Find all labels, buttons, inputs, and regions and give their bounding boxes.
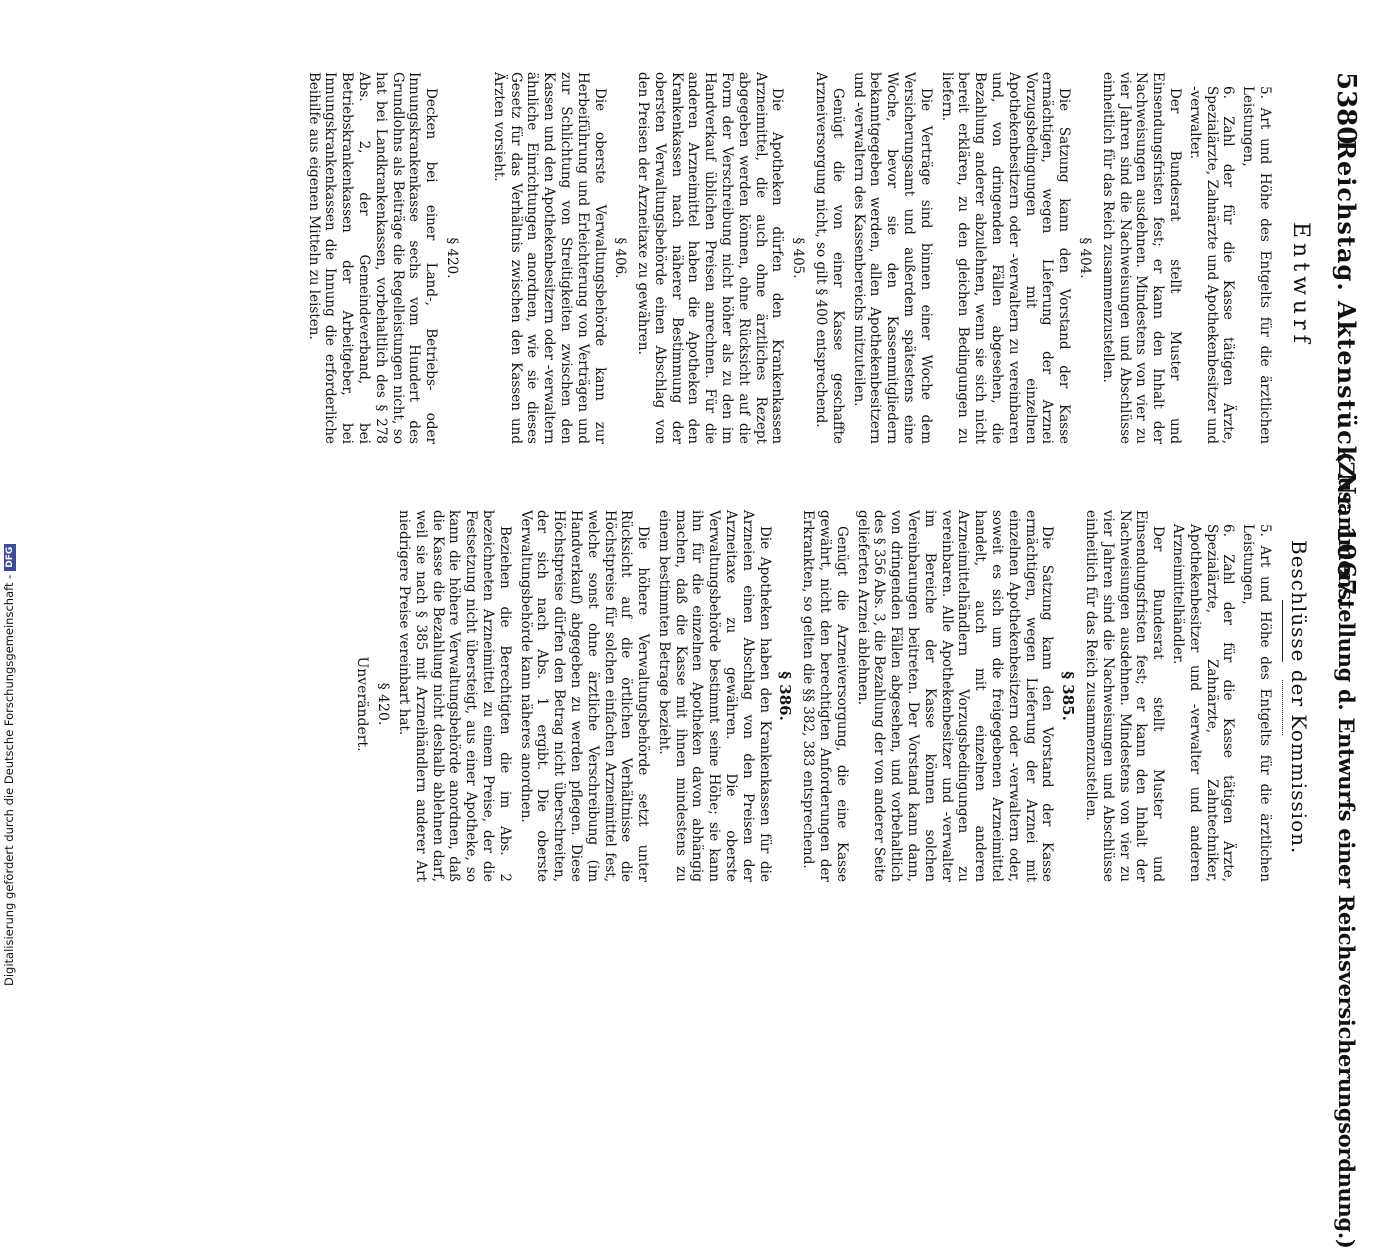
- page-subtitle: (Zusammenstellung d. Entwurfs einer Reichsversicherungsordnung.): [1334, 452, 1359, 1249]
- section-heading: § 420.: [443, 237, 460, 279]
- paragraph: Die Satzung kann den Vorstand der Kasse ermächtigen, wegen Lieferung der Arznei mit einzelnen Apothekenbesitzern oder -verwaltern oder, soweit es sich um die freigegebenen Arzneimittel handelt, auch mit einzelnen anderen Arzneimittelhändlern Vorzugsbedingungen zu vereinbaren. Alle Apothekenbesitzer und -verwalter im Bereiche der Kasse können solchen Vereinbarungen beitreten. Der Vorstand kann dann, von dringenden Fällen abgesehen, und vorbehaltlich des § 356 Abs. 3, die Bezahlung der von anderer Seite gelieferten Arznei ablehnen.: [854, 510, 1056, 882]
- right-column: [350, 510, 1273, 882]
- paragraph: Genügt die von einer Kasse geschaffte Arzneiversorgung nicht, so gilt § 400 entsprechend.: [813, 72, 846, 444]
- heading-rule-dotted: [1282, 680, 1283, 735]
- paragraph: Die Apotheken haben den Krankenkassen für die Arzneien einen Abschlag von den Preisen der Arzneitaxe zu gewähren. Die oberste Verwaltungsbehörde bestimmt seine Höhe; sie kann ihn für die einzelnen Apotheken davon abhängig machen, daß die Kasse mit ihnen mindestens zu einem bestimmten Betrage bezieht.: [655, 510, 773, 882]
- section-heading: § 404.: [1077, 237, 1094, 279]
- section-heading: § 385.: [1059, 671, 1078, 721]
- dfg-logo-icon: DFG: [4, 544, 16, 571]
- left-column-heading: Entwurf: [1288, 222, 1313, 348]
- paragraph: Decken bei einer Land-, Betriebs- oder Innungskrankenkasse sechs vom Hundert des Grundlohns als Beiträge die Regelleistungen nicht, so hat bei Landkrankenkassen, vorbehaltlich des § 278 Abs. 2, der Gemeindeverband, bei Betriebskrankenkassen der Arbeitgeber, bei Innungskrankenkassen die Innung die erforderliche Beihilfe aus eigenen Mitteln zu leisten.: [305, 72, 440, 444]
- page-title: Reichstag. Aktenstück Nr. 1067.: [1332, 140, 1361, 606]
- right-column-heading: Beschlüsse der Kommission.: [1287, 540, 1311, 855]
- paragraph: Die Apotheken dürfen den Krankenkassen Arzneimittel, die auch ohne ärztliches Rezept abgegeben werden können, ohne Rücksicht auf die Form der Verschreibung nicht höher als zu den im Handverkauf üblichen Preisen anrechnen. Für die anderen Arzneimittel haben die Apotheken den Krankenkassen nach näherer Bestimmung der obersten Verwaltungsbehörde einen Abschlag von den Preisen der Arzneitaxe zu gewähren.: [635, 72, 786, 444]
- page-header: [1321, 72, 1361, 1249]
- section-heading: § 420.: [375, 682, 392, 726]
- paragraph: Die höhere Verwaltungsbehörde setzt unter Rücksicht auf die örtlichen Verhältnisse die Höchstpreise für solchen einfachen Arzneimittel fest, welche sonst ohne ärztliche Verschreibung (im Handverkauf) abgegeben zu werden pflegen. Diese Höchstpreise dürfen den Betrag nicht überschreiten, der sich nach Abs. 1 ergibt. Die oberste Verwaltungsbehörde kann näheres anordnen.: [517, 510, 652, 882]
- digitization-footer: [0, 0, 18, 1000]
- paragraph: Genügt die Arzneiversorgung, die eine Kasse gewährt, nicht den berechtigten Anforderungen der Erkrankten, so gelten die §§ 382, 383 entsprechend.: [800, 510, 850, 882]
- page-number: 5380: [1331, 72, 1361, 145]
- left-column: [301, 72, 1273, 444]
- spacer: [466, 72, 486, 444]
- list-item: 6. Zahl der für die Kasse tätigen Ärzte, Spezialärzte, Zahnärzte, Zahntechniker, Apothekenbesitzer und -verwalter und anderen Arzneimittelhändler.: [1170, 524, 1237, 882]
- section-heading: § 386.: [776, 671, 795, 721]
- paragraph: Die Verträge sind binnen einer Woche dem Versicherungsamt und außerdem spätestens eine Woche, bevor sie den Kassenmitgliedern bekanntgegeben werden, allen Apothekenbesitzern und -verwaltern des Kassenbereichs mitzuteilen.: [850, 72, 934, 444]
- paragraph: Die Satzung kann den Vorstand der Kasse ermächtigen, wegen Lieferung der Arznei Vorzugsbedingungen mit einzelnen Apothekenbesitzern oder -verwaltern zu vereinbaren und, von dringenden Fällen abgesehen, die Bezahlung anderer abzulehnen, wenn sie sich nicht bereit erklären, zu den gleichen Bedingungen zu liefern.: [938, 72, 1073, 444]
- footer-text: Digitalisierung gefördert durch die Deutsche Forschungsgemeinschaft -: [2, 574, 16, 986]
- paragraph: Beziehen die Berechtigten die im Abs. 2 bezeichneten Arzneimittel zu einem Preise, der die Festsetzung nicht übersteigt, aus einer Apotheke, so kann die höhere Verwaltungsbehörde anordnen, daß die Kasse die Bezahlung nicht deshalb ablehnen darf, weil sie nach § 385 mit Arzneihändlern anderer Art niedrigere Preise vereinbart hat.: [395, 510, 513, 882]
- list-item: 5. Art und Höhe des Entgelts für die ärztlichen Leistungen,: [1240, 86, 1273, 444]
- paragraph: Der Bundesrat stellt Muster und Einsendungsfristen fest; er kann den Inhalt der Nachweisungen ausdehnen. Mindestens von vier zu vier Jahren sind die Nachweisungen und Abschlüsse einheitlich für das Reich zusammenzustellen.: [1099, 72, 1184, 444]
- list-item: 6. Zahl der für die Kasse tätigen Ärzte, Spezialärzte, Zahnärzte und Apothekenbesitzer und -verwalter.: [1186, 86, 1237, 444]
- section-heading: § 405.: [790, 237, 807, 279]
- paragraph: Der Bundesrat stellt Muster und Einsendungsfristen fest; er kann den Inhalt der Nachweisungen ausdehnen. Mindestens von vier zu vier Jahren sind die Nachweisungen und Abschlüsse einheitlich für das Reich zusammenzustellen.: [1083, 510, 1167, 882]
- heading-rule: [1282, 600, 1283, 662]
- section-heading: § 406.: [612, 237, 629, 279]
- paragraph: Die oberste Verwaltungsbehörde kann zur Herbeiführung und Erleichterung von Verträgen und zur Schlichtung von Streitigkeiten zwischen den Kassen und den Apothekenbesitzern oder -verwaltern ähnliche Einrichtungen anordnen, wie sie dieses Gesetz für das Verhältnis zwischen den Kassen und Ärzten vorsieht.: [490, 72, 608, 444]
- unchanged-note: Unverändert.: [354, 656, 371, 752]
- list-item: 5. Art und Höhe des Entgelts für die ärztlichen Leistungen,: [1240, 524, 1273, 882]
